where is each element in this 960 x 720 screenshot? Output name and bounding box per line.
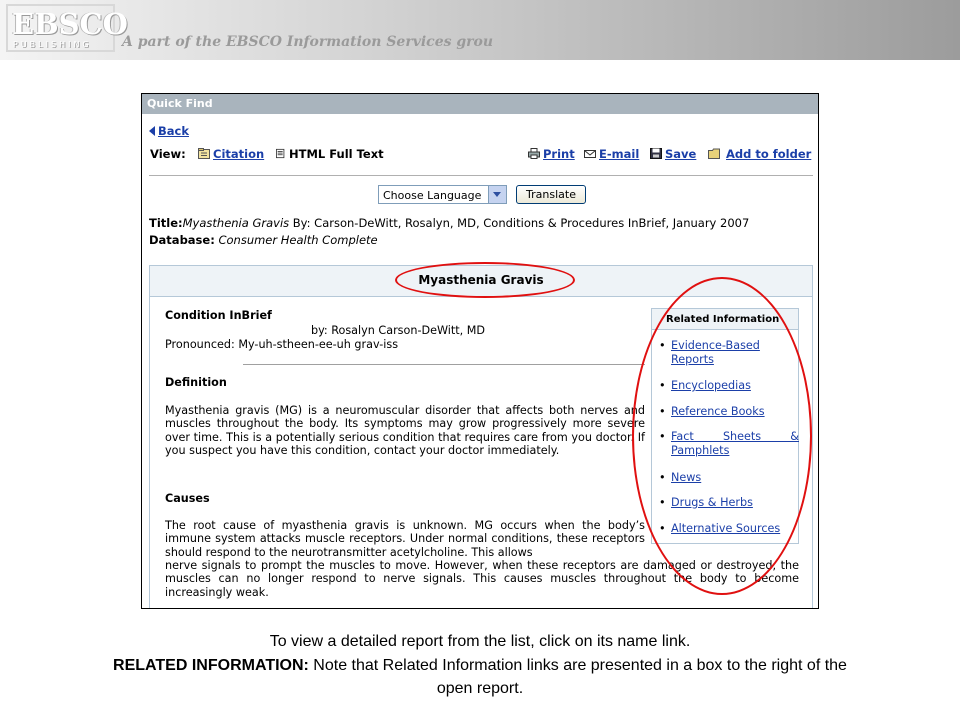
database-line (149, 233, 378, 247)
html-document-icon (276, 148, 286, 159)
related-information-header (652, 309, 798, 330)
bullet-icon: • (659, 379, 666, 392)
title-value: Myasthenia Gravis (182, 216, 290, 230)
back-link[interactable] (149, 124, 189, 138)
add-to-folder-link[interactable]: Add to folder (726, 147, 812, 161)
bullet-icon: • (659, 471, 666, 484)
related-information-box (651, 308, 799, 544)
citation-link[interactable]: Citation (213, 147, 265, 161)
title-details: By: Carson-DeWitt, Rosalyn, MD, Conditions & Procedures InBrief, January 2007 (289, 216, 750, 230)
print-action[interactable] (528, 147, 575, 161)
section-divider (243, 364, 645, 365)
pronunciation: Pronounced: My-uh-stheen-ee-uh grav-iss (165, 338, 399, 351)
save-link[interactable]: Save (665, 147, 697, 161)
condition-heading: Condition InBrief (165, 309, 272, 322)
bullet-icon: • (659, 405, 666, 418)
quick-find-bar (142, 94, 818, 114)
bullet-icon: • (659, 496, 666, 509)
related-item-evidence[interactable] (659, 339, 793, 369)
save-action[interactable] (650, 147, 696, 161)
translate-button[interactable]: Translate (516, 185, 586, 204)
print-icon (528, 148, 540, 159)
email-icon (584, 148, 596, 159)
language-select[interactable] (378, 185, 507, 204)
fulltext-view[interactable] (276, 147, 384, 161)
related-link[interactable]: Drugs & Herbs (671, 496, 753, 509)
citation-icon (198, 148, 210, 159)
back-arrow-icon (149, 126, 155, 136)
caption-line-3: open report. (436, 680, 524, 697)
caption-line-2 (0, 656, 960, 676)
caption-line-1: To view a detailed report from the list, click on its name link. (269, 633, 691, 650)
quick-find-screenshot (141, 93, 819, 609)
tagline: A part of the EBSCO Information Services grou (122, 34, 494, 50)
caption-line-2-text: Note that Related Information links are presented in a box to the right of the (308, 657, 847, 674)
related-information-title: Related Information (666, 314, 780, 325)
citation-view[interactable] (198, 147, 264, 161)
chevron-down-icon[interactable] (488, 186, 506, 203)
header-banner (0, 0, 960, 60)
related-link[interactable]: News (671, 471, 702, 484)
report-header (150, 266, 812, 297)
related-link[interactable]: Alternative Sources (671, 522, 781, 535)
related-link[interactable]: Reference Books (671, 405, 765, 418)
title-line (149, 216, 749, 230)
causes-text: The root cause of myasthenia gravis is unknown. MG occurs when the body’s immune system attacks muscle receptors. Under normal conditions, these receptors should respond to the neurotransmitter acetylcholine. This allows (165, 519, 645, 559)
causes-text-continued: nerve signals to prompt the muscles to move. However, when these receptors are damaged or destroyed, the muscles can no longer respond to nerve signals. This causes muscles throughout the body to become increasingly weak. (165, 559, 799, 599)
report-title: Myasthenia Gravis (418, 273, 544, 287)
view-label: View: (150, 147, 186, 161)
report-panel (149, 265, 813, 609)
bullet-icon: • (659, 339, 666, 352)
fulltext-label: HTML Full Text (289, 147, 384, 161)
related-link[interactable]: Evidence-Based Reports (671, 339, 760, 366)
email-link[interactable]: E-mail (599, 147, 640, 161)
toolbar-divider (149, 175, 813, 176)
caption-emphasis: RELATED INFORMATION: (113, 657, 309, 674)
panel-title: Quick Find (147, 97, 213, 110)
related-link[interactable]: Fact Sheets & Pamphlets (671, 430, 799, 457)
logo-main-text: EBSCO (12, 7, 128, 41)
save-disk-icon (650, 148, 662, 159)
logo-sub-text: PUBLISHING (13, 40, 92, 49)
print-link[interactable]: Print (543, 147, 575, 161)
bullet-icon: • (659, 522, 666, 535)
folder-icon (708, 148, 720, 159)
back-label: Back (158, 124, 189, 138)
author-byline: by: Rosalyn Carson-DeWitt, MD (311, 324, 486, 337)
language-select-value: Choose Language (383, 189, 482, 202)
database-value: Consumer Health Complete (218, 233, 378, 247)
related-link[interactable]: Encyclopedias (671, 379, 751, 392)
related-item-fact-sheets[interactable] (659, 430, 799, 460)
title-label: Title: (149, 216, 183, 230)
email-action[interactable] (584, 147, 639, 161)
causes-heading: Causes (165, 492, 210, 505)
database-label: Database: (149, 233, 215, 247)
ebsco-logo (6, 4, 128, 52)
add-to-folder-action[interactable] (708, 147, 811, 161)
view-toolbar (150, 147, 814, 163)
definition-heading: Definition (165, 376, 227, 389)
definition-text: Myasthenia gravis (MG) is a neuromuscular disorder that affects both nerves and muscles throughout the body. Its symptoms may grow progressively more severe over time. This is a potentially serious condition that requires care from you doctor. If you suspect you have this condition, contact your doctor immediately. (165, 404, 645, 457)
bullet-icon: • (659, 430, 666, 443)
